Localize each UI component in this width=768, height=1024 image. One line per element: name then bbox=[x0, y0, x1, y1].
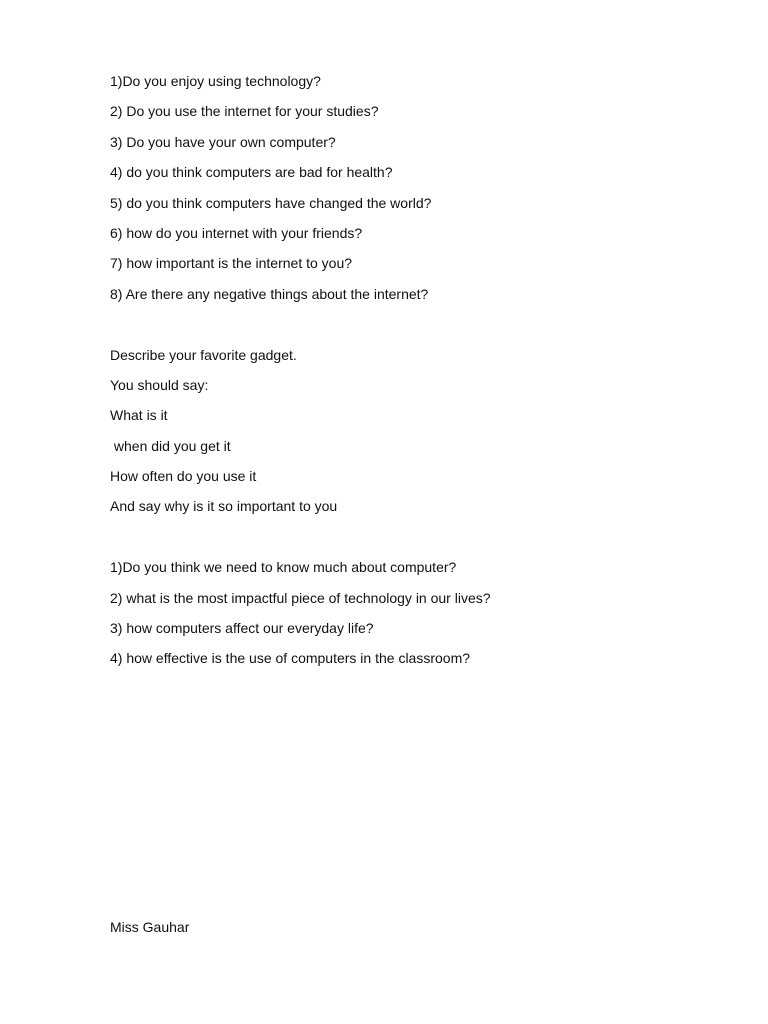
part3-questions bbox=[110, 552, 710, 674]
question-item: 3) Do you have your own computer? bbox=[110, 133, 336, 150]
question-item: 7) how important is the internet to you? bbox=[110, 255, 353, 272]
cue-card-point: What is it bbox=[110, 407, 168, 424]
question-item: 4) how effective is the use of computers in the classroom? bbox=[110, 650, 471, 667]
section-spacer bbox=[110, 522, 710, 552]
question-item: 6) how do you internet with your friends? bbox=[110, 224, 363, 241]
section-spacer bbox=[110, 309, 710, 339]
question-item: 5) do you think computers have changed the world? bbox=[110, 194, 432, 211]
cue-card-prompt: You should say: bbox=[110, 376, 209, 393]
question-item: 2) Do you use the internet for your studies? bbox=[110, 103, 379, 120]
question-item: 3) how computers affect our everyday life? bbox=[110, 620, 374, 637]
cue-card-point: And say why is it so important to you bbox=[110, 498, 338, 515]
question-item: 4) do you think computers are bad for health? bbox=[110, 164, 393, 181]
part2-cue-card bbox=[110, 340, 710, 522]
cue-card-point: when did you get it bbox=[110, 437, 231, 454]
question-item: 2) what is the most impactful piece of technology in our lives? bbox=[110, 589, 491, 606]
question-item: 1)Do you enjoy using technology? bbox=[110, 73, 321, 89]
question-item: 8) Are there any negative things about the internet? bbox=[110, 285, 429, 302]
part1-questions bbox=[110, 66, 710, 309]
cue-card-point: How often do you use it bbox=[110, 468, 257, 485]
question-item: 1)Do you think we need to know much about computer? bbox=[110, 559, 457, 576]
cue-card-task: Describe your favorite gadget. bbox=[110, 346, 297, 363]
author-signature: Miss Gauhar bbox=[110, 919, 190, 935]
document-body bbox=[110, 66, 710, 674]
